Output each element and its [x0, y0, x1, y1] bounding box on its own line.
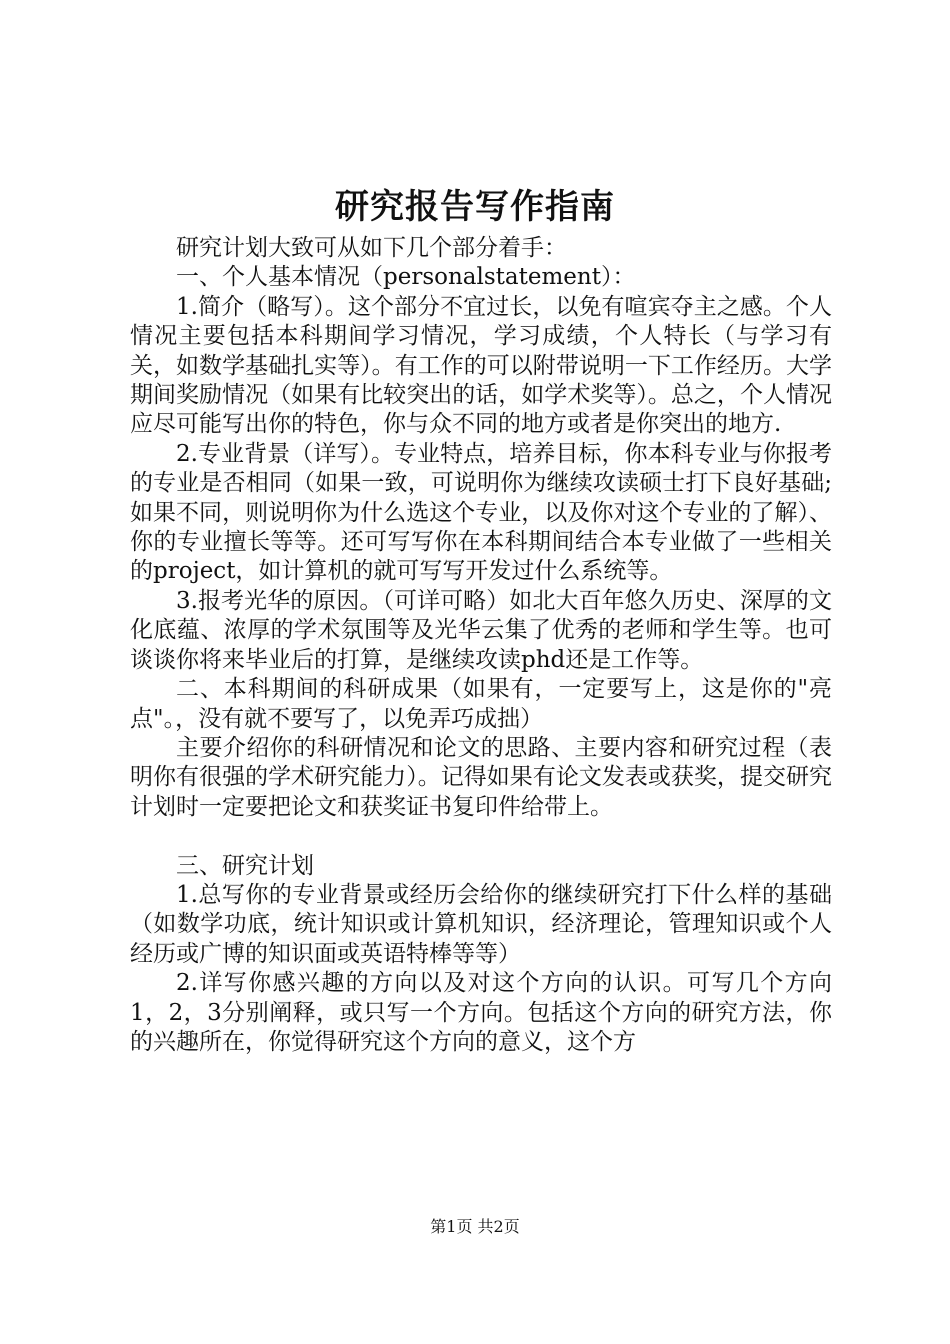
paragraph-reason: 3.报考光华的原因。（可详可略）如北大百年悠久历史、深厚的文化底蕴、浓厚的学术氛围等及光华云集了优秀的老师和学生等。也可谈谈你将来毕业后的打算，是继续攻读phd还是工作等。	[130, 587, 832, 673]
paragraph-research-results: 主要介绍你的科研情况和论文的思路、主要内容和研究过程（表明你有很强的学术研究能力）。记得如果有论文发表或获奖，提交研究计划时一定要把论文和获奖证书复印件给带上。	[130, 734, 832, 820]
blank-line	[130, 822, 832, 851]
paragraph-intro: 研究计划大致可从如下几个部分着手：	[176, 235, 567, 261]
paragraph-major-background: 2.专业背景（详写）。专业特点，培养目标，你本科专业与你报考的专业是否相同（如果一致，可说明你为继续攻读硕士打下良好基础;如果不同，则说明你为什么选这个专业，以及你对这个专业的了解）、你的专业擅长等等。还可写写你在本科期间结合本专业做了一些相关的project，如计算机的就可写写开发过什么系统等。	[130, 440, 832, 585]
paragraph-plan-foundation: 1.总写你的专业背景或经历会给你的继续研究打下什么样的基础（如数学功底，统计知识或计算机知识，经济理论，管理知识或个人经历或广博的知识面或英语特棒等等）	[130, 881, 832, 967]
document-title: 研究报告写作指南	[335, 187, 615, 227]
paragraph-intro-brief: 1.简介（略写）。这个部分不宜过长，以免有喧宾夺主之感。个人情况主要包括本科期间学习情况，学习成绩，个人特长（与学习有关，如数学基础扎实等）。有工作的可以附带说明一下工作经历。大学期间奖励情况（如果有比较突出的话，如学术奖等）。总之，个人情况应尽可能写出你的特色，你与众不同的地方或者是你突出的地方.	[130, 293, 832, 438]
section-heading-personal: 一、个人基本情况（personalstatement）：	[176, 264, 636, 291]
section-heading-research-results: 二、本科期间的科研成果（如果有，一定要写上，这是你的"亮点"。，没有就不要写了，以免弄巧成拙）	[130, 676, 832, 732]
document-body	[130, 234, 832, 1057]
page-number: 第1页 共2页	[430, 1217, 520, 1236]
section-heading-research-plan: 三、研究计划	[176, 852, 314, 879]
paragraph-plan-direction: 2.详写你感兴趣的方向以及对这个方向的认识。可写几个方向1，2，3分别阐释，或只写一个方向。包括这个方向的研究方法，你的兴趣所在，你觉得研究这个方向的意义，这个方	[130, 970, 832, 1055]
